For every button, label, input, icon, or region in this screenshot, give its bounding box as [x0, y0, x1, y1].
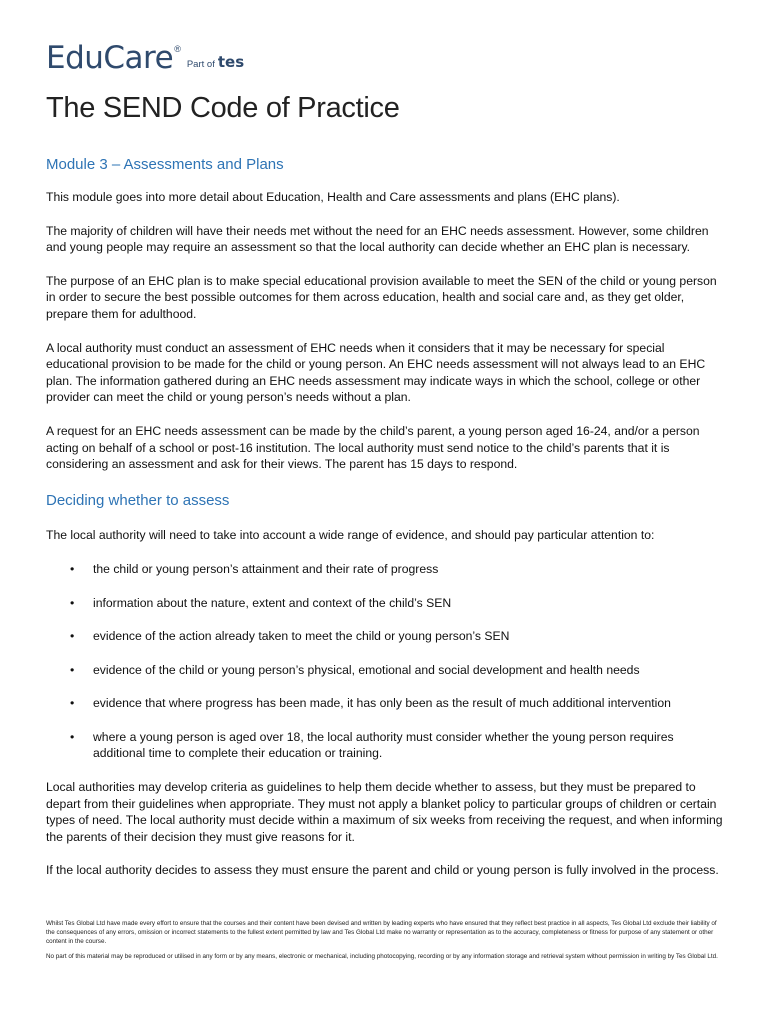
list-item-text: evidence of the action already taken to meet the child or young person’s SEN [93, 629, 510, 644]
paragraph: If the local authority decides to assess they must ensure the parent and child or young person is fully involved in the process. [46, 863, 719, 878]
footer-disclaimer [46, 919, 724, 967]
list-item [46, 729, 726, 762]
list-item-text: the child or young person’s attainment and their rate of progress [93, 561, 439, 576]
evidence-list [46, 561, 726, 762]
bullet-icon: • [70, 696, 75, 711]
bullet-icon: • [70, 629, 75, 644]
list-item-text: evidence that where progress has been made, it has only been as the result of much additional intervention [93, 696, 671, 711]
paragraph: The purpose of an EHC plan is to make special educational provision available to meet the SEN of the child or young person in order to secure the best possible outcomes for them across education, health and social care and, as they get older, prepare them for adulthood. [46, 273, 717, 321]
logo-registered-mark: ® [174, 44, 181, 54]
paragraph: A request for an EHC needs assessment can be made by the child’s parent, a young person aged 16-24, and/or a person acting on behalf of a school or post-16 institution. The local authority must send notice to the child’s parents that it is considering an assessment and ask for their views. The parent has 15 days to respond. [46, 423, 700, 472]
bullet-icon: • [70, 595, 75, 610]
module-heading: Module 3 – Assessments and Plans [46, 156, 284, 173]
list-item [46, 595, 726, 612]
paragraph: Local authorities may develop criteria as guidelines to help them decide whether to assess, but they must be prepared to depart from their guidelines when appropriate. They must not apply a blanket policy to particular groups of children or certain types of need. The local authority must decide within a maximum of six weeks from receiving the request, and when informing the parents of their decision they must give reasons for it. [46, 780, 723, 844]
list-item-text: evidence of the child or young person’s physical, emotional and social development and health needs [93, 662, 640, 677]
logo-part-of: Part of [186, 59, 215, 70]
disclaimer-text: Whilst Tes Global Ltd have made every effort to ensure that the courses and their content have been devised and written by leading experts who have ensured that they reflect best practice in all aspects, Tes Global Ltd exclude their liability of the consequences of any errors, omission or incorrect statements to the fullest extent permitted by law and Tes Global Ltd make no warranty or representation as to the accuracy, completeness or fitness for purpose of any statement or other content in the course. [46, 920, 717, 945]
list-item-text: information about the nature, extent and context of the child’s SEN [93, 595, 452, 610]
section-heading: Deciding whether to assess [46, 491, 230, 509]
bullet-icon: • [70, 662, 75, 677]
logo-tes: tes [217, 53, 245, 71]
paragraph: The majority of children will have their needs met without the need for an EHC needs assessment. However, some children and young people may require an assessment so that the local authority can decide whether an EHC plan is necessary. [46, 223, 709, 255]
list-item-text: where a young person is aged over 18, the local authority must consider whether the young person requires additional time to complete their education or training. [93, 729, 674, 761]
list-intro: The local authority will need to take into account a wide range of evidence, and should pay particular attention to: [46, 528, 655, 543]
list-item [46, 561, 726, 578]
logo-wordmark: EduCare [46, 40, 174, 76]
page-title: The SEND Code of Practice [46, 92, 400, 124]
paragraph: A local authority must conduct an assessment of EHC needs when it considers that it may be necessary for special educational provision to be made for the child or young person. An EHC needs assessment will not always lead to an EHC plan. The information gathered during an EHC needs assessment may indicate ways in which the school, college or other provider can meet the child or young person’s needs without a plan. [46, 340, 706, 405]
copyright-text: No part of this material may be reproduced or utilised in any form or by any means, electronic or mechanical, including photocopying, recording or by any information storage and retrieval system without permission in writing by Tes Global Ltd. [46, 953, 718, 960]
bullet-icon: • [70, 561, 75, 576]
body-content [46, 189, 726, 896]
bullet-icon: • [70, 729, 75, 744]
paragraph: This module goes into more detail about Education, Health and Care assessments and plans (EHC plans). [46, 190, 620, 204]
list-item [46, 628, 726, 645]
list-item [46, 662, 726, 679]
educare-logo [46, 40, 244, 76]
list-item [46, 695, 726, 712]
